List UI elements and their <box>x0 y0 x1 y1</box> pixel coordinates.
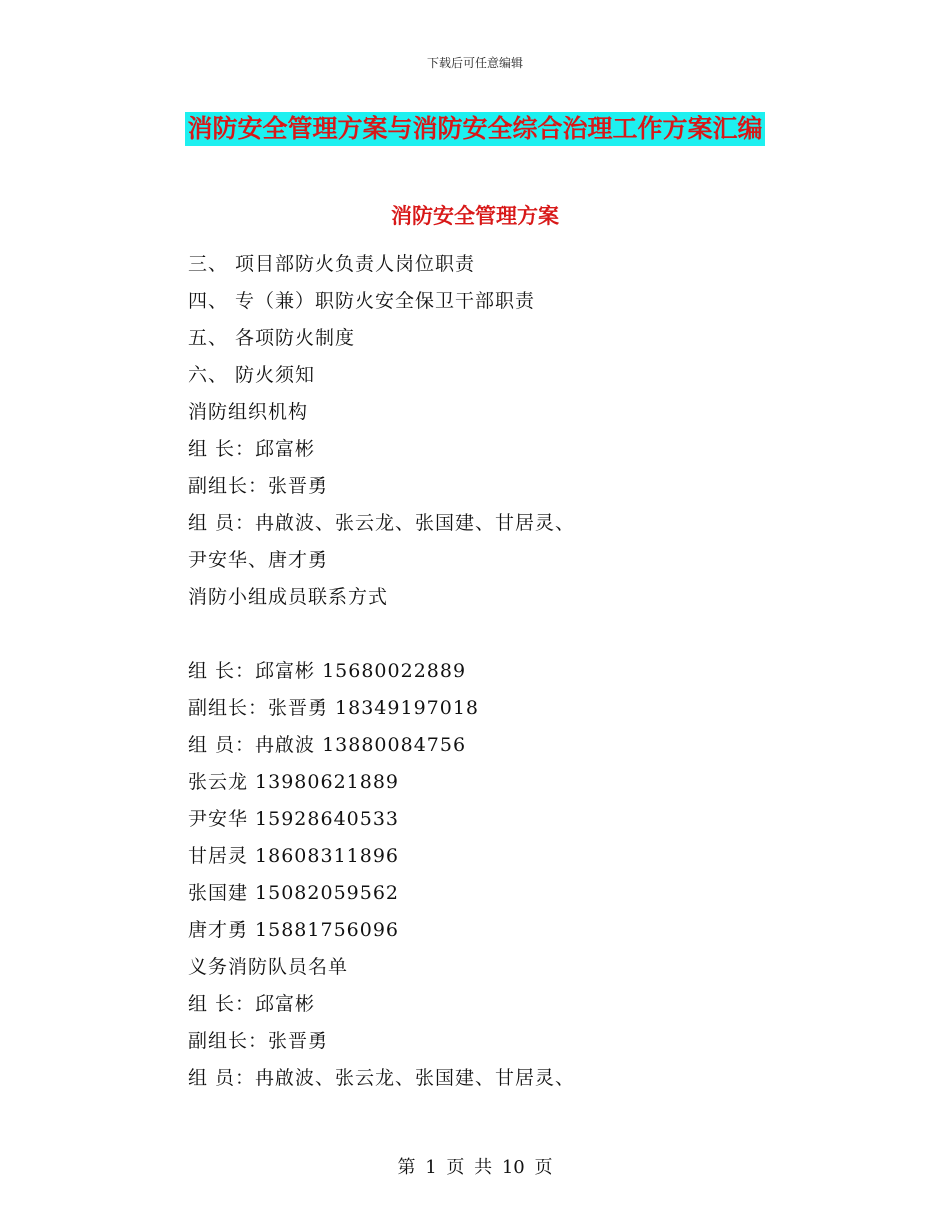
body-line: 消防小组成员联系方式 <box>188 586 389 608</box>
body-line: 唐才勇 15881756096 <box>188 919 400 941</box>
body-line: 张国建 15082059562 <box>188 882 400 904</box>
body-line: 组 员：冉啟波、张云龙、张国建、甘居灵、 <box>188 1067 576 1089</box>
page-number-footer: 第 1 页 共 10 页 <box>397 1157 553 1178</box>
body-line: 组 长：邱富彬 <box>188 438 316 460</box>
body-line: 义务消防队员名单 <box>188 956 349 978</box>
body-line: 六、 防火须知 <box>188 364 316 386</box>
section-title: 消防安全管理方案 <box>391 203 559 228</box>
body-line: 四、 专（兼）职防火安全保卫干部职责 <box>188 290 536 312</box>
body-line: 副组长：张晋勇 <box>188 475 329 497</box>
body-line: 组 长：邱富彬 15680022889 <box>188 660 467 682</box>
body-line: 消防组织机构 <box>188 401 309 423</box>
page-header-note: 下载后可任意编辑 <box>426 56 523 70</box>
body-line: 张云龙 13980621889 <box>188 771 400 793</box>
body-line: 组 员：冉啟波 13880084756 <box>188 734 467 756</box>
document-title: 消防安全管理方案与消防安全综合治理工作方案汇编 <box>185 112 764 146</box>
body-line: 副组长：张晋勇 18349197018 <box>188 697 480 719</box>
body-line: 组 长：邱富彬 <box>188 993 316 1015</box>
body-line: 组 员：冉啟波、张云龙、张国建、甘居灵、 <box>188 512 576 534</box>
body-line: 三、 项目部防火负责人岗位职责 <box>188 253 476 275</box>
body-line: 五、 各项防火制度 <box>188 327 356 349</box>
body-line: 副组长：张晋勇 <box>188 1030 329 1052</box>
document-title-container <box>0 112 950 146</box>
blank-line <box>188 616 848 653</box>
body-line: 尹安华、唐才勇 <box>188 549 329 571</box>
document-body <box>188 246 848 1097</box>
body-line: 尹安华 15928640533 <box>188 808 400 830</box>
body-line: 甘居灵 18608311896 <box>188 845 400 867</box>
